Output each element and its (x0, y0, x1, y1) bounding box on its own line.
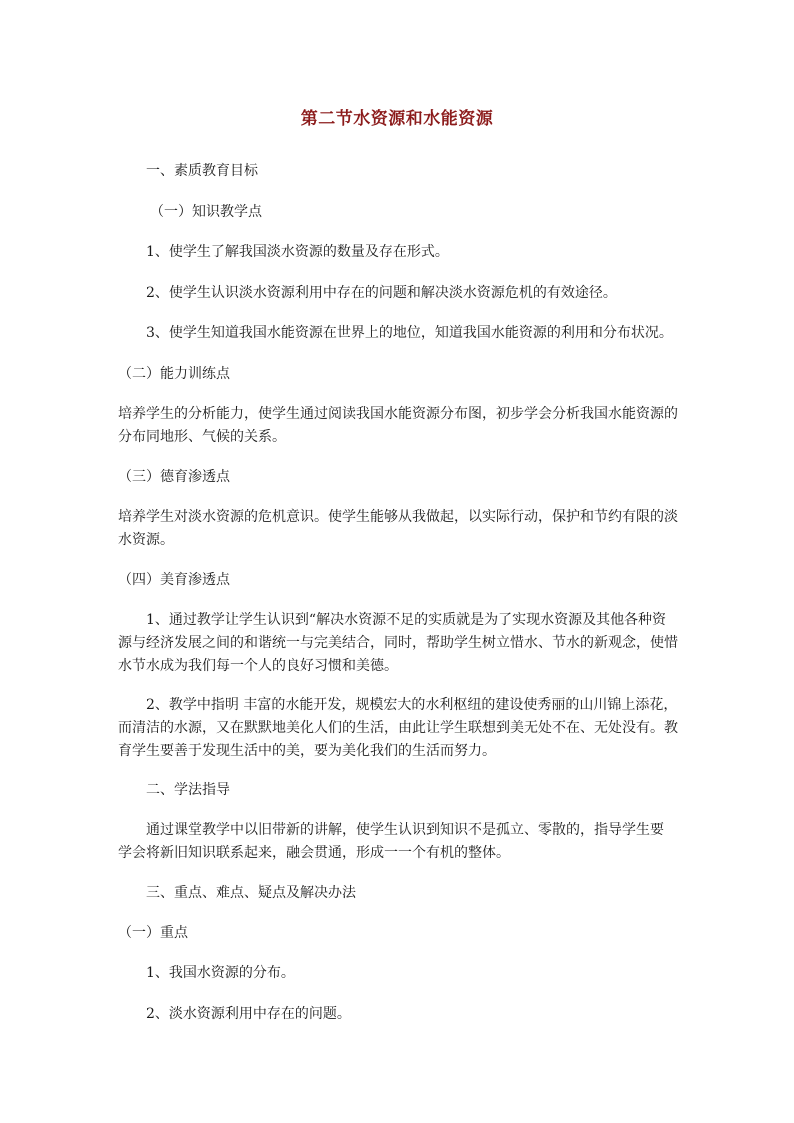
study-method-paragraph (118, 819, 678, 865)
aesthetic-2-line-3: 育学生要善于发现生活中的美，要为美化我们的生活而努力。 (118, 743, 496, 759)
aesthetic-paragraph-2 (118, 694, 678, 763)
study-method-line-2: 学会将新旧知识联系起来，融会贯通，形成一一个有机的整体。 (118, 845, 510, 861)
moral-line-2: 水资源。 (118, 532, 174, 548)
subheading-ability-training: （二）能力训练点 (118, 366, 230, 382)
subheading-knowledge-points: （一）知识教学点 (150, 204, 262, 220)
knowledge-item-1: 1、使学生了解我国淡水资源的数量及存在形式。 (146, 244, 449, 260)
ability-line-1: 培养学生的分析能力，使学生通过阅读我国水能资源分布图，初步学会分析我国水能资源的 (118, 406, 678, 422)
aesthetic-1-line-3: 水节水成为我们每一个人的良好习惯和美德。 (118, 658, 398, 674)
heading-study-method: 二、学法指导 (146, 782, 230, 798)
knowledge-item-3: 3、使学生知道我国水能资源在世界上的地位，知道我国水能资源的利用和分布状况。 (146, 325, 673, 341)
aesthetic-2-line-1: 2、教学中指明 丰富的水能开发，规模宏大的水利枢纽的建设使秀丽的山川锦上添花， (146, 697, 678, 713)
aesthetic-2-line-2: 而清洁的水源，又在默默地美化人们的生活，由此让学生联想到美无处不在、无处没有。教 (118, 720, 678, 736)
subheading-key-point-1: （一）重点 (118, 925, 188, 941)
key-point-item-2: 2、淡水资源利用中存在的问题。 (146, 1006, 351, 1022)
knowledge-item-2: 2、使学生认识淡水资源利用中存在的问题和解决淡水资源危机的有效途径。 (146, 285, 617, 301)
aesthetic-1-line-1: 1、通过教学让学生认识到“解决水资源不足的实质就是为了实现水资源及其他各种资 (146, 612, 667, 628)
ability-paragraph (118, 403, 678, 449)
moral-line-1: 培养学生对淡水资源的危机意识。使学生能够从我做起，以实际行动，保护和节约有限的淡 (118, 509, 678, 525)
aesthetic-paragraph-1 (118, 609, 678, 678)
aesthetic-1-line-2: 源与经济发展之间的和谐统一与完美结合，同时，帮助学生树立惜水、节水的新观念，使惜 (118, 635, 678, 651)
key-point-item-1: 1、我国水资源的分布。 (146, 965, 295, 981)
moral-paragraph (118, 506, 678, 552)
document-title: 第二节水资源和水能资源 (300, 109, 494, 129)
subheading-moral-education: （三）德育渗透点 (118, 469, 230, 485)
ability-line-2: 分布同地形、气候的关系。 (118, 429, 286, 445)
heading-key-points: 三、重点、难点、疑点及解决办法 (146, 885, 356, 901)
heading-quality-goals: 一、素质教育目标 (146, 163, 258, 179)
subheading-aesthetic-education: （四）美育渗透点 (118, 572, 230, 588)
study-method-line-1: 通过课堂教学中以旧带新的讲解，使学生认识到知识不是孤立、零散的，指导学生要 (146, 822, 664, 838)
